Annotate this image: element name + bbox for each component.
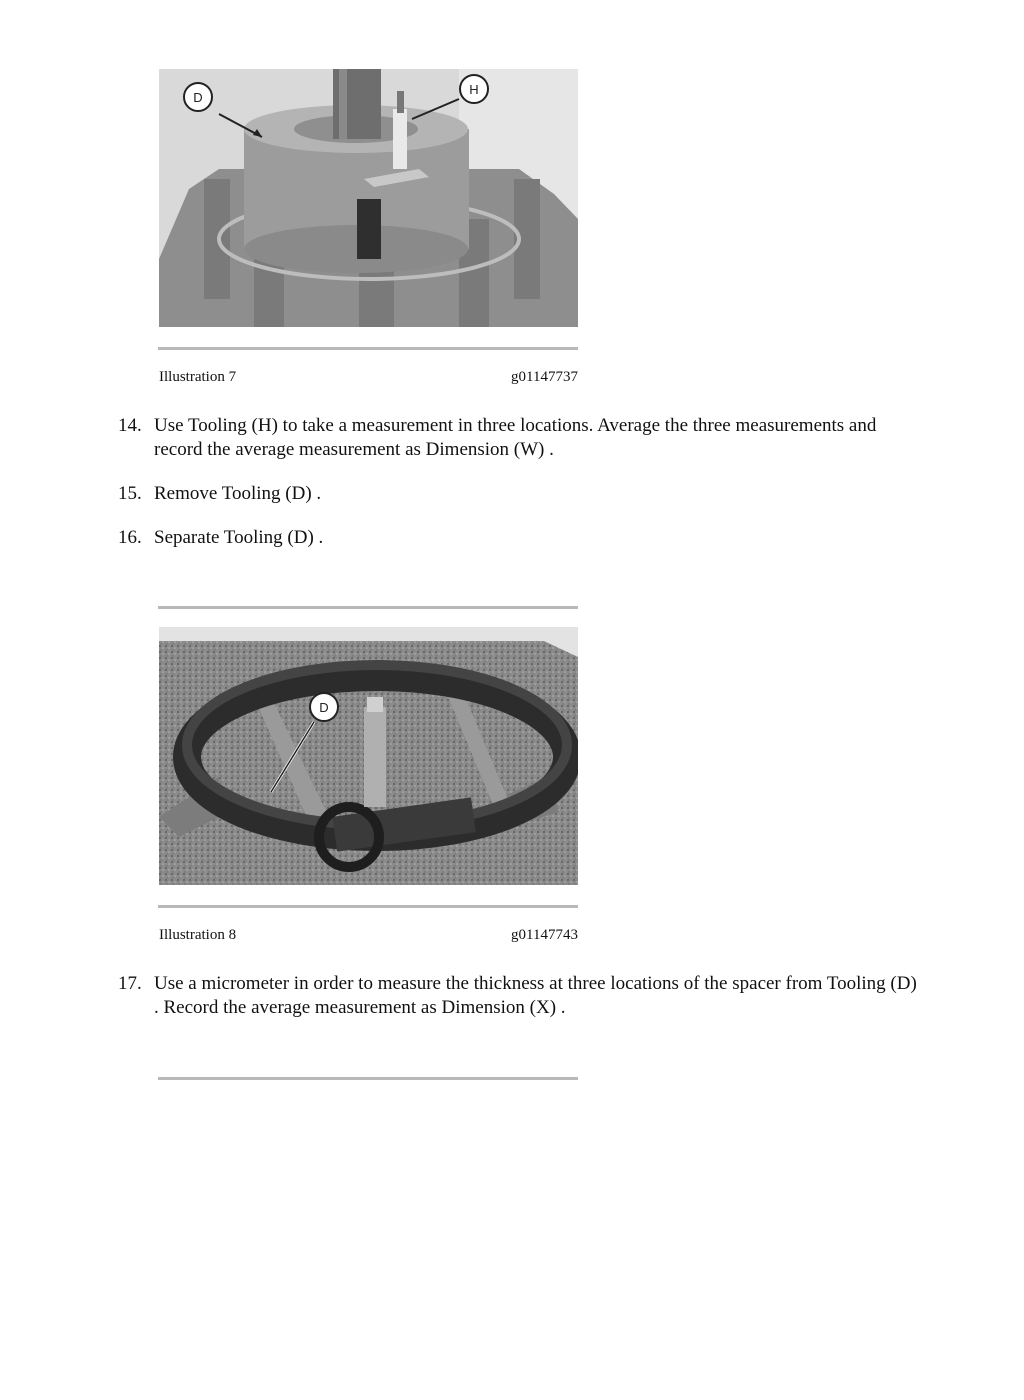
illustration-8-photo bbox=[159, 627, 578, 885]
figure-divider bbox=[158, 1077, 578, 1080]
illustration-7-photo bbox=[159, 69, 578, 327]
callout-d-label: D bbox=[319, 700, 329, 715]
step-text: Use a micrometer in order to measure the thickness at three locations of the spacer from Tooling (D) . Record the average measurement as Dimension (X) . bbox=[154, 973, 917, 1018]
figure-divider bbox=[158, 606, 578, 609]
step-number: 14. bbox=[118, 415, 142, 436]
callout-h-label: H bbox=[469, 82, 479, 97]
illustration-label: Illustration 7 bbox=[159, 369, 237, 385]
figure-divider bbox=[158, 905, 578, 908]
callout-d-label: D bbox=[193, 90, 203, 105]
step-text: Remove Tooling (D) . bbox=[154, 483, 322, 504]
step-number: 16. bbox=[118, 527, 142, 548]
step-text: Separate Tooling (D) . bbox=[154, 527, 324, 548]
step-number: 15. bbox=[118, 483, 142, 504]
figure-divider bbox=[158, 347, 578, 350]
graphic-id: g01147737 bbox=[511, 369, 578, 385]
graphic-id: g01147743 bbox=[511, 927, 578, 943]
step-text: Use Tooling (H) to take a measurement in three locations. Average the three measurements and record the average measurement as Dimension (W) . bbox=[154, 415, 877, 460]
illustration-label: Illustration 8 bbox=[159, 927, 237, 943]
step-number: 17. bbox=[118, 973, 142, 994]
